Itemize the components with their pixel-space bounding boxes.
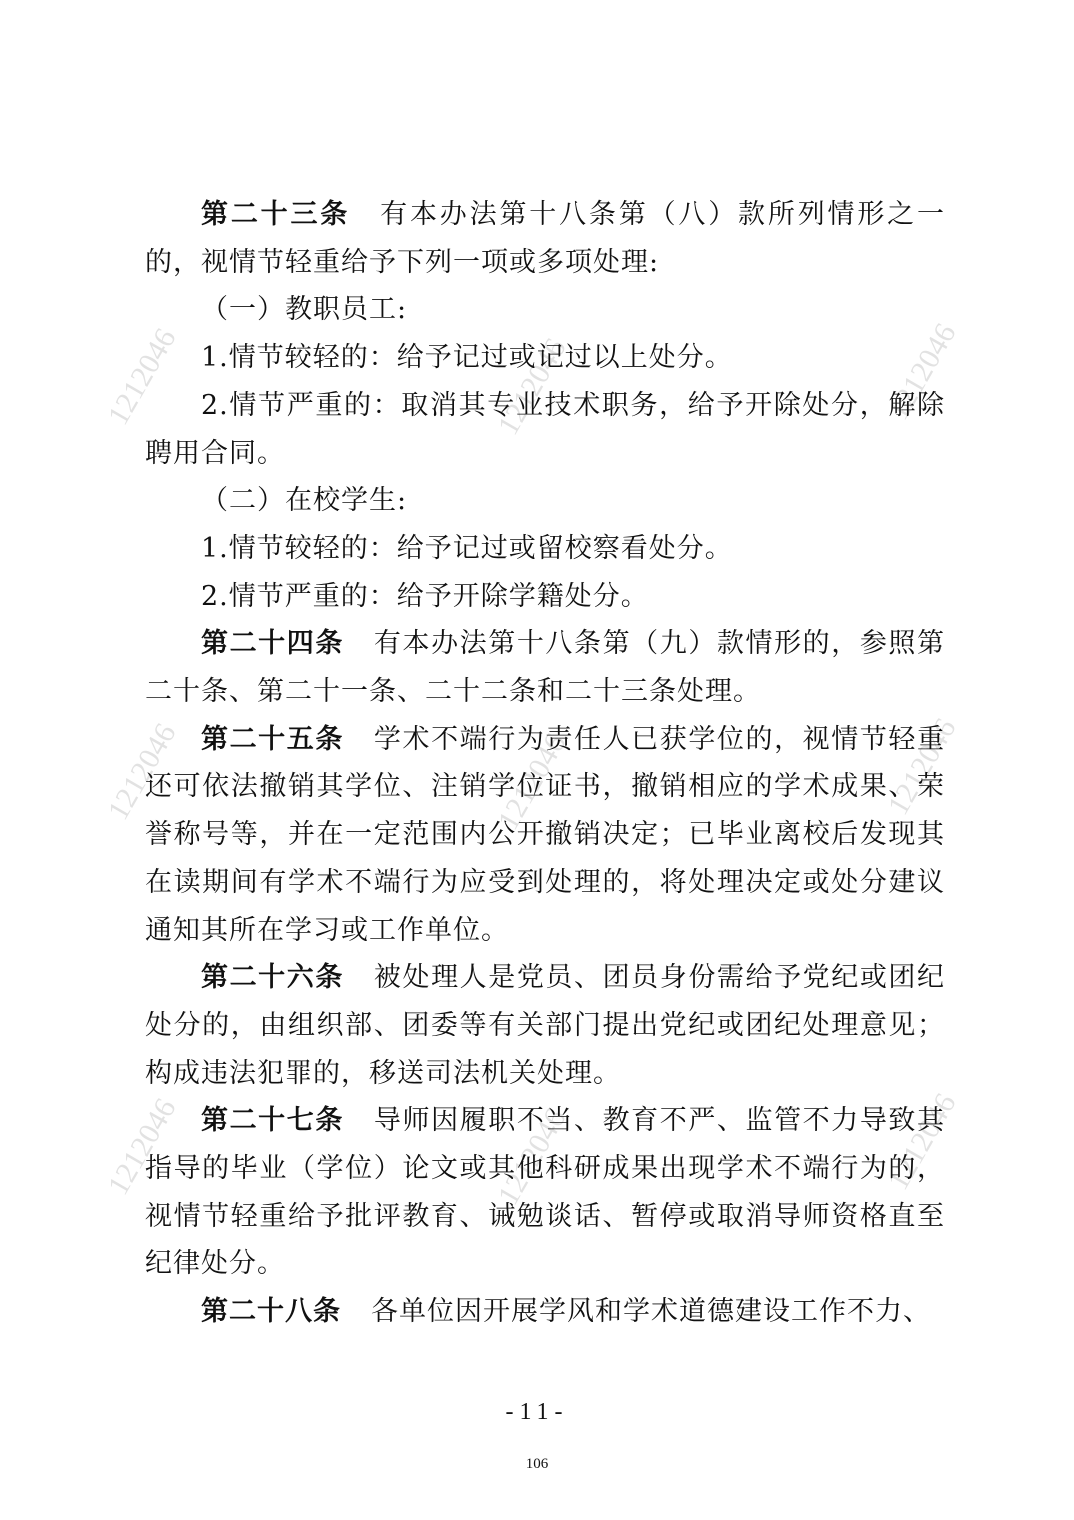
paragraph	[145, 525, 945, 573]
paragraph-text: 2.情节严重的：取消其专业技术职务，给予开除处分，解除聘用合同。	[145, 389, 945, 469]
paragraph	[145, 191, 945, 286]
article-heading: 第二十六条	[201, 962, 344, 994]
paragraph	[145, 286, 945, 334]
watermark-text: 1212046	[491, 1103, 573, 1211]
watermark-text: 1212046	[491, 333, 573, 441]
article-heading: 第二十三条	[201, 199, 351, 230]
watermark-text: 1212046	[491, 728, 573, 836]
paragraph-text: 1.情节较轻的：给予记过或记过以上处分。	[201, 342, 733, 374]
paragraph-text: （一）教职员工:	[201, 294, 408, 326]
watermark-text: 1212046	[101, 1093, 183, 1201]
paragraph-text: 被处理人是党员、团员身份需给予党纪或团纪处分的，由组织部、团委等有关部门提出党纪或团纪处理意见；构成违法犯罪的，移送司法机关处理。	[145, 962, 946, 1089]
watermark-text: 1212046	[101, 718, 183, 826]
paragraph	[145, 382, 945, 477]
paragraph	[145, 573, 945, 621]
paragraph-text: 各单位因开展学风和学术道德建设工作不力、	[371, 1296, 931, 1328]
paragraph-text: 2.情节严重的：给予开除学籍处分。	[201, 580, 649, 612]
paragraph	[145, 620, 945, 715]
watermark-text: 1212046	[881, 713, 963, 821]
paragraph	[145, 716, 945, 955]
paragraph-text: 有本办法第十八条第（九）款情形的，参照第二十条、第二十一条、二十二条和二十三条处理。	[145, 628, 946, 708]
article-heading: 第二十五条	[201, 723, 344, 755]
article-heading: 第二十四条	[201, 628, 344, 660]
paragraph-text: 导师因履职不当、教育不严、监管不力导致其指导的毕业（学位）论文或其他科研成果出现学术不端行为的，视情节轻重给予批评教育、诫勉谈话、暂停或取消导师资格直至纪律处分。	[145, 1105, 946, 1280]
paragraph-text: 1.情节较轻的：给予记过或留校察看处分。	[201, 532, 733, 564]
paragraph-text: 有本办法第十八条第（八）款所列情形之一的，视情节轻重给予下列一项或多项处理:	[145, 199, 946, 278]
watermark-text: 1212046	[881, 318, 963, 426]
article-heading: 第二十七条	[201, 1105, 344, 1137]
sheet-number: 106	[525, 1456, 549, 1472]
article-heading: 第二十八条	[201, 1296, 341, 1328]
paragraph-text: 学术不端行为责任人已获学位的，视情节轻重还可依法撤销其学位、注销学位证书，撤销相应的学术成果、荣誉称号等，并在一定范围内公开撤销决定；已毕业离校后发现其在读期间有学术不端行为应受到处理的，将处理决定或处分建议通知其所在学习或工作单位。	[145, 723, 946, 946]
paragraph	[145, 334, 945, 382]
paragraph	[145, 954, 945, 1097]
body-text	[145, 191, 945, 1336]
paragraph	[145, 477, 945, 525]
page-number: -11-	[505, 1399, 569, 1425]
watermark-text: 1212046	[881, 1088, 963, 1196]
watermark-text: 1212046	[101, 323, 183, 431]
paragraph-text: （二）在校学生:	[201, 485, 408, 517]
paragraph	[145, 1288, 945, 1336]
paragraph	[145, 1097, 945, 1288]
